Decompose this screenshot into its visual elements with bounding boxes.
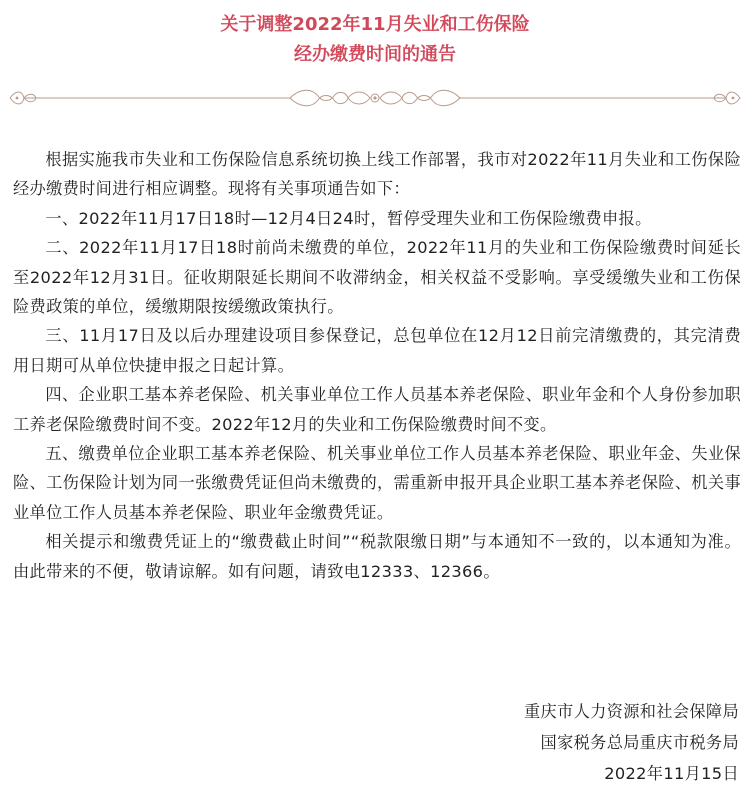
signature-org-hrss: 重庆市人力资源和社会保障局 bbox=[524, 702, 739, 721]
notice-body bbox=[13, 145, 741, 586]
paragraph-item-2: 二、2022年11月17日18时前尚未缴费的单位，2022年11月的失业和工伤保险缴费时间延长至2022年12月31日。征收期限延长期间不收滞纳金，相关权益不受影响。享受缓缴失业和工伤保险费政策的单位，缓缴期限按缓缴政策执行。 bbox=[13, 238, 741, 317]
signature-org-tax: 国家税务总局重庆市税务局 bbox=[540, 733, 739, 752]
ornamental-divider bbox=[8, 86, 742, 110]
paragraph-item-3: 三、11月17日及以后办理建设项目参保登记，总包单位在12月12日前完清缴费的，其完清费用日期可从单位快捷申报之日起计算。 bbox=[13, 326, 741, 375]
signature-date: 2022年11月15日 bbox=[604, 764, 739, 783]
paragraph-intro: 根据实施我市失业和工伤保险信息系统切换上线工作部署，我市对2022年11月失业和工伤保险经办缴费时间进行相应调整。现将有关事项通告如下： bbox=[13, 150, 741, 199]
paragraph-closing: 相关提示和缴费凭证上的“缴费截止时间”“税款限缴日期”与本通知不一致的，以本通知为准。由此带来的不便，敬请谅解。如有问题，请致电12333、12366。 bbox=[13, 532, 741, 581]
notice-title-line-2: 经办缴费时间的通告 bbox=[294, 44, 456, 65]
paragraph-item-4: 四、企业职工基本养老保险、机关事业单位工作人员基本养老保险、职业年金和个人身份参加职工养老保险缴费时间不变。2022年12月的失业和工伤保险缴费时间不变。 bbox=[13, 385, 741, 434]
notice-title-line-1: 关于调整2022年11月失业和工伤保险 bbox=[220, 14, 530, 35]
paragraph-item-5: 五、缴费单位企业职工基本养老保险、机关事业单位工作人员基本养老保险、职业年金、失业保险、工伤保险计划为同一张缴费凭证但尚未缴费的，需重新申报开具企业职工基本养老保险、机关事业单位工作人员基本养老保险、职业年金缴费凭证。 bbox=[13, 444, 741, 522]
paragraph-item-1: 一、2022年11月17日18时—12月4日24时，暂停受理失业和工伤保险缴费申报。 bbox=[45, 208, 652, 228]
